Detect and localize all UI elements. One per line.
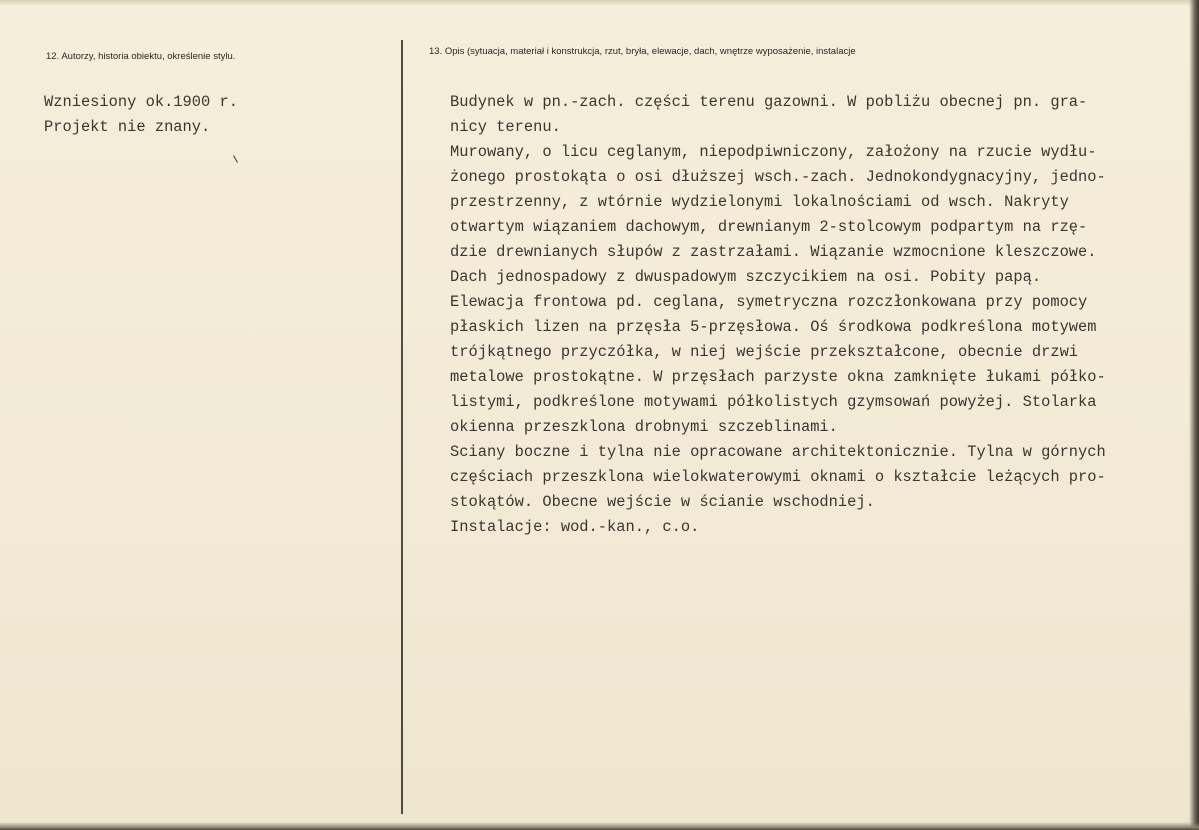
- pen-mark: [233, 155, 238, 162]
- section-13-line: Murowany, o licu ceglanym, niepodpiwniczony, założony na rzucie wydłu-: [450, 143, 1097, 161]
- paper-edge-bottom: [0, 822, 1199, 830]
- section-13-line: przestrzenny, z wtórnie wydzielonymi lokalnościami od wsch. Nakryty: [450, 193, 1069, 211]
- section-13-line: listymi, podkreślone motywami półkolistych gzymsowań powyżej. Stolarka: [450, 393, 1097, 411]
- section-12-text: [44, 90, 238, 140]
- section-12-line: Wzniesiony ok.1900 r.: [44, 93, 238, 111]
- section-13-line: częściach przeszklona wielokwaterowymi oknami o kształcie leżących pro-: [450, 468, 1106, 486]
- section-12-line: Projekt nie znany.: [44, 118, 211, 136]
- section-13-line: okienna przeszklona drobnymi szczeblinami.: [450, 418, 838, 436]
- section-13-line: dzie drewnianych słupów z zastrzałami. Wiązanie wzmocnione kleszczowe.: [450, 243, 1097, 261]
- section-13-line: stokątów. Obecne wejście w ścianie wschodniej.: [450, 493, 875, 511]
- section-13-text: [450, 90, 1106, 540]
- section-13-line: żonego prostokąta o osi dłuższej wsch.-zach. Jednokondygnacyjny, jedno-: [450, 168, 1106, 186]
- paper-edge-right: [1189, 0, 1199, 830]
- section-13-line: trójkątnego przyczółka, w niej wejście przekształcone, obecnie drzwi: [450, 343, 1079, 361]
- section-13-label: 13. Opis (sytuacja, materiał i konstrukcja, rzut, bryła, elewacje, dach, wnętrze wyposażenie, instalacje: [429, 46, 856, 57]
- column-divider: [401, 40, 403, 814]
- section-13-line: Dach jednospadowy z dwuspadowym szczycikiem na osi. Pobity papą.: [450, 268, 1042, 286]
- section-13-line: Instalacje: wod.-kan., c.o.: [450, 518, 700, 536]
- section-13-line: Elewacja frontowa pd. ceglana, symetryczna rozczłonkowana przy pomocy: [450, 293, 1088, 311]
- section-13-line: Sciany boczne i tylna nie opracowane architektonicznie. Tylna w górnych: [450, 443, 1106, 461]
- section-13-line: metalowe prostokątne. W przęsłach parzyste okna zamknięte łukami półko-: [450, 368, 1106, 386]
- section-13-line: Budynek w pn.-zach. części terenu gazowni. W pobliżu obecnej pn. gra-: [450, 93, 1088, 111]
- section-13-line: nicy terenu.: [450, 118, 561, 136]
- section-12-label: 12. Autorzy, historia obiektu, określenie stylu.: [46, 51, 236, 62]
- paper-edge-top: [0, 0, 1199, 6]
- section-13-line: otwartym wiązaniem dachowym, drewnianym 2-stolcowym podpartym na rzę-: [450, 218, 1088, 236]
- section-13-line: płaskich lizen na przęsła 5-przęsłowa. Oś środkowa podkreślona motywem: [450, 318, 1097, 336]
